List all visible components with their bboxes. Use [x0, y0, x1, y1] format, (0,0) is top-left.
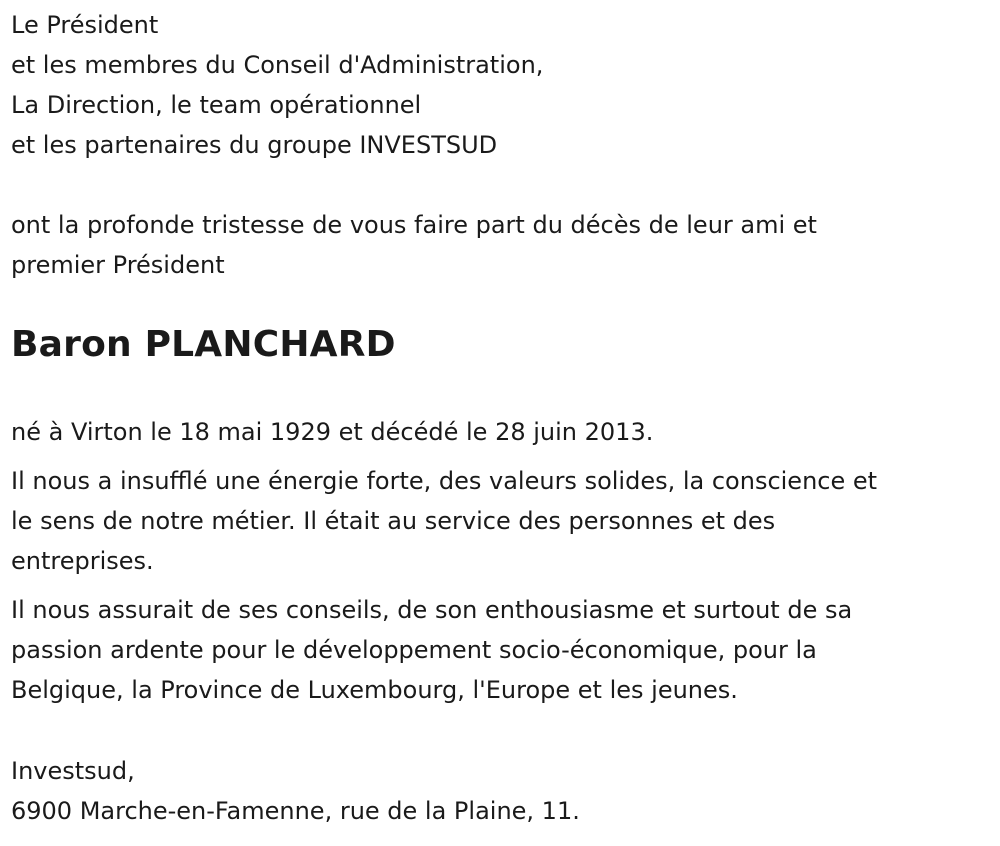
sender-address: [11, 751, 986, 831]
announcer-line: et les membres du Conseil d'Administration,: [11, 51, 544, 79]
announcer-line: et les partenaires du groupe INVESTSUD: [11, 131, 498, 159]
paragraph-line: Il nous a insufflé une énergie forte, des valeurs solides, la conscience et: [11, 467, 878, 495]
intro-line: ont la profonde tristesse de vous faire part du décès de leur ami et: [11, 211, 817, 239]
announcer-line: Le Président: [11, 11, 159, 39]
paragraph-line: le sens de notre métier. Il était au service des personnes et des: [11, 507, 776, 535]
announcers-block: [11, 0, 986, 165]
announcer-line: La Direction, le team opérationnel: [11, 91, 422, 119]
announcement-intro: [11, 205, 986, 285]
deceased-name: Baron PLANCHARD: [11, 324, 396, 365]
obituary-notice: [11, 0, 986, 831]
tribute-body: [11, 412, 986, 710]
tribute-paragraph-2: [11, 590, 986, 710]
intro-line: premier Président: [11, 251, 225, 279]
birth-death-dates: né à Virton le 18 mai 1929 et décédé le 28 juin 2013.: [11, 418, 654, 446]
paragraph-line: entreprises.: [11, 547, 154, 575]
address-line: Investsud,: [11, 757, 135, 785]
address-line: 6900 Marche-en-Famenne, rue de la Plaine, 11.: [11, 797, 580, 825]
tribute-paragraph-1: [11, 461, 986, 581]
paragraph-line: Belgique, la Province de Luxembourg, l'Europe et les jeunes.: [11, 676, 738, 704]
paragraph-line: Il nous assurait de ses conseils, de son enthousiasme et surtout de sa: [11, 596, 853, 624]
paragraph-line: passion ardente pour le développement socio-économique, pour la: [11, 636, 817, 664]
